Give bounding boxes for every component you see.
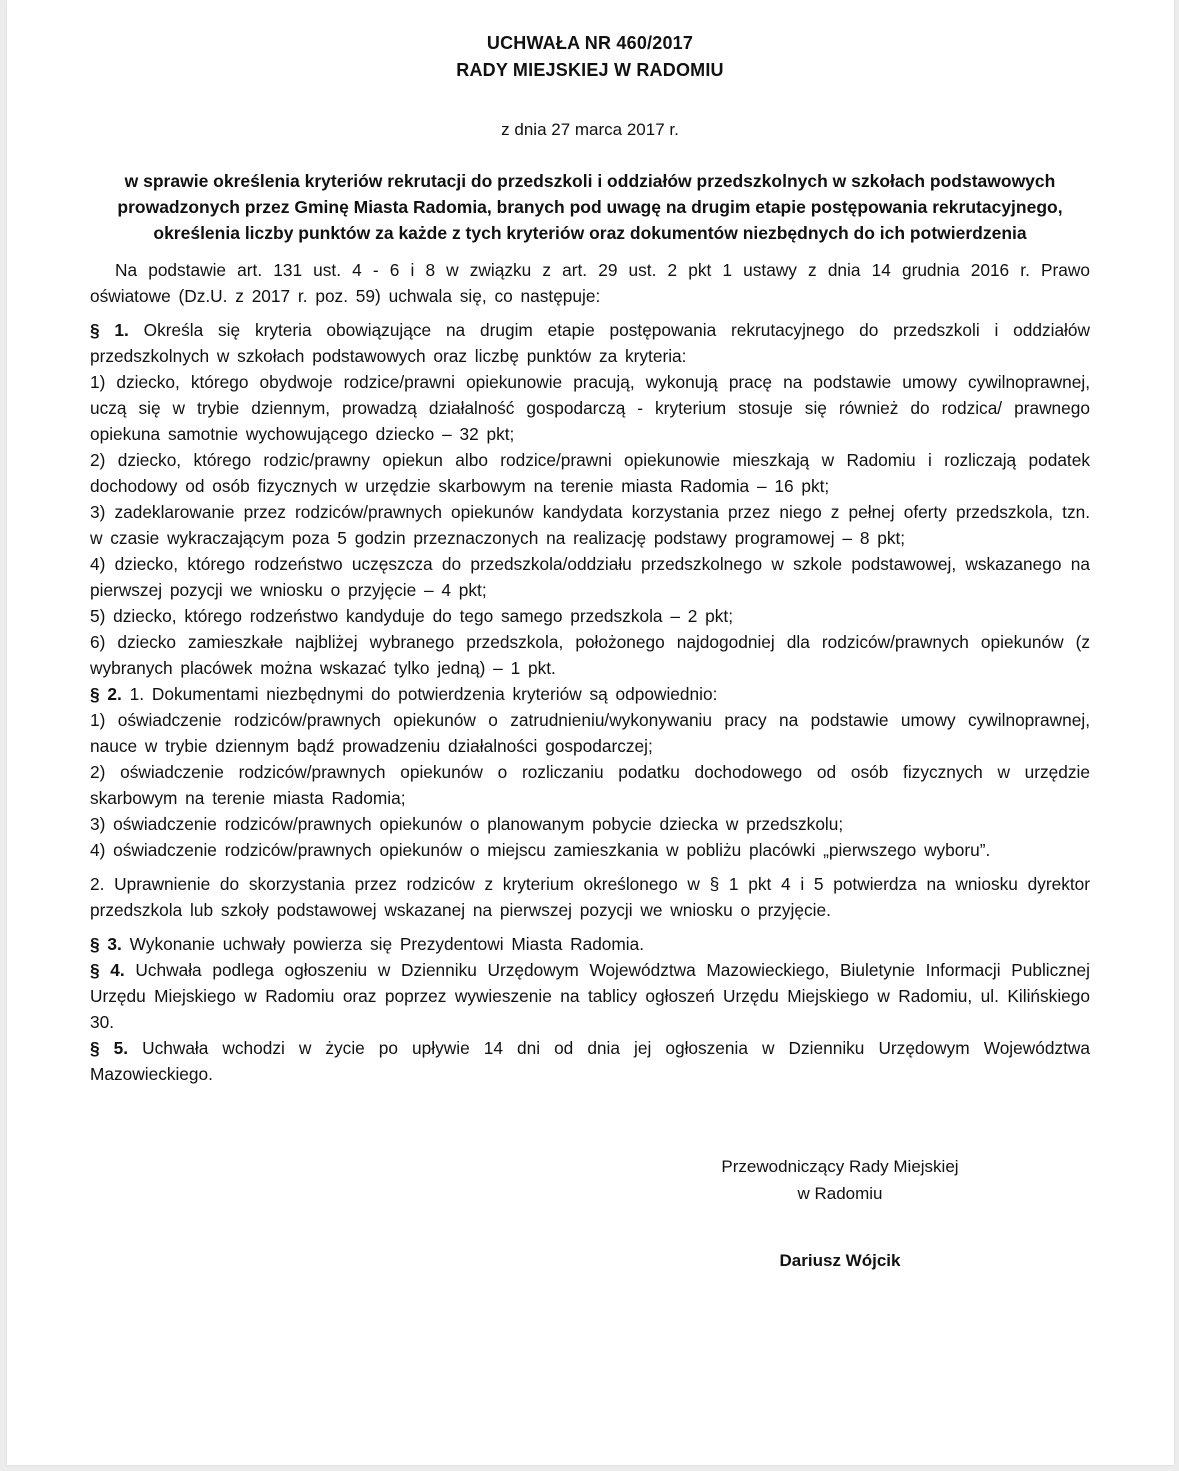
signature-role-line-1: Przewodniczący Rady Miejskiej	[721, 1157, 959, 1176]
section-4-symbol: § 4.	[90, 960, 125, 980]
section-5-text: Uchwała wchodzi w życie po upływie 14 dni od dnia jej ogłoszenia w Dzienniku Urzędowym Województwa Mazowieckiego.	[90, 1038, 1090, 1084]
document-date: z dnia 27 marca 2017 r.	[501, 120, 679, 139]
section-2-item-3: 3) oświadczenie rodziców/prawnych opiekunów o planowanym pobycie dziecka w przedszkolu;	[90, 814, 844, 834]
document-body	[90, 257, 1090, 1087]
section-1-item-3: 3) zadeklarowanie przez rodziców/prawnych opiekunów kandydata korzystania przez niego z pełnej oferty przedszkola, tzn. w czasie wykraczającym poza 5 godzin przeznaczonych na realizację podstawy programowej – 8 pkt;	[90, 502, 1090, 548]
section-1-item-1: 1) dziecko, którego obydwoje rodzice/prawni opiekunowie pracują, wykonują pracę na podstawie umowy cywilnoprawnej, uczą się w trybie dziennym, prowadzą działalność gospodarczą - kryterium stosuje się również do rodzica/ prawnego opiekuna samotnie wychowującego dziecko – 32 pkt;	[90, 372, 1090, 444]
document-title	[90, 30, 1090, 84]
signature-name: Dariusz Wójcik	[779, 1251, 901, 1270]
section-2-item-1: 1) oświadczenie rodziców/prawnych opiekunów o zatrudnieniu/wykonywaniu pracy na podstawie umowy cywilnoprawnej, nauce w trybie dziennym bądź prowadzeniu działalności gospodarczej;	[90, 710, 1090, 756]
section-3-text: Wykonanie uchwały powierza się Prezydentowi Miasta Radomia.	[129, 934, 645, 954]
section-1-item-4: 4) dziecko, którego rodzeństwo uczęszcza do przedszkola/oddziału przedszkolnego w szkole podstawowej, wskazanego na pierwszej pozycji we wniosku o przyjęcie – 4 pkt;	[90, 554, 1090, 600]
section-3-symbol: § 3.	[90, 934, 122, 954]
section-1-item-5: 5) dziecko, którego rodzeństwo kandyduje do tego samego przedszkola – 2 pkt;	[90, 606, 733, 626]
section-2-paragraph	[90, 681, 1090, 707]
section-1-intro: Określa się kryteria obowiązujące na drugim etapie postępowania rekrutacyjnego do przedszkoli i oddziałów przedszkolnych w szkołach podstawowych oraz liczbę punktów za kryteria:	[90, 320, 1090, 366]
section-2-item-4: 4) oświadczenie rodziców/prawnych opiekunów o miejscu zamieszkania w pobliżu placówki „pierwszego wyboru”.	[90, 840, 991, 860]
section-2-item-2: 2) oświadczenie rodziców/prawnych opiekunów o rozliczaniu podatku dochodowego od osób fizycznych w urzędzie skarbowym na terenie miasta Radomia;	[90, 762, 1090, 808]
section-1-symbol: § 1.	[90, 320, 129, 340]
section-3-paragraph	[90, 931, 1090, 957]
signature-block	[590, 1153, 1090, 1274]
section-4-text: Uchwała podlega ogłoszeniu w Dzienniku Urzędowym Województwa Mazowieckiego, Biuletynie Informacji Publicznej Urzędu Miejskiego w Radomiu oraz poprzez wywieszenie na tablicy ogłoszeń Urzędu Miejskiego w Radomiu, ul. Kilińskiego 30.	[90, 960, 1090, 1032]
document-page	[7, 0, 1174, 1465]
section-2-ust-2: 2. Uprawnienie do skorzystania przez rodziców z kryterium określonego w § 1 pkt 4 i 5 potwierdza na wniosku dyrektor przedszkola lub szkoły podstawowej wskazanej na pierwszej pozycji we wniosku o przyjęcie.	[90, 874, 1090, 920]
section-1-item-2: 2) dziecko, którego rodzic/prawny opiekun albo rodzice/prawni opiekunowie mieszkają w Radomiu i rozliczają podatek dochodowy od osób fizycznych w urzędzie skarbowym na terenie miasta Radomia – 16 pkt;	[90, 450, 1090, 496]
section-4-paragraph	[90, 957, 1090, 1035]
signature-role-line-2: w Radomiu	[797, 1184, 883, 1203]
section-2-symbol: § 2.	[90, 684, 122, 704]
section-1-item-6: 6) dziecko zamieszkałe najbliżej wybranego przedszkola, położonego najdogodniej dla rodziców/prawnych opiekunów (z wybranych placówek można wskazać tylko jedną) – 1 pkt.	[90, 632, 1090, 678]
preamble-paragraph: Na podstawie art. 131 ust. 4 - 6 i 8 w związku z art. 29 ust. 2 pkt 1 ustawy z dnia 14 grudnia 2016 r. Prawo oświatowe (Dz.U. z 2017 r. poz. 59) uchwala się, co następuje:	[90, 260, 1090, 306]
section-5-symbol: § 5.	[90, 1038, 129, 1058]
title-line-1: UCHWAŁA NR 460/2017	[486, 33, 694, 53]
section-5-paragraph	[90, 1035, 1090, 1087]
document-subject: w sprawie określenia kryteriów rekrutacji do przedszkoli i oddziałów przedszkolnych w szkołach podstawowych prowadzonych przez Gminę Miasta Radomia, branych pod uwagę na drugim etapie postępowania rekrutacyjnego, określenia liczby punktów za każde z tych kryteriów oraz dokumentów niezbędnych do ich potwierdzenia	[117, 171, 1063, 243]
section-1-paragraph	[90, 317, 1090, 369]
title-line-2: RADY MIEJSKIEJ W RADOMIU	[456, 60, 724, 80]
section-2-intro: 1. Dokumentami niezbędnymi do potwierdzenia kryteriów są odpowiednio:	[129, 684, 718, 704]
